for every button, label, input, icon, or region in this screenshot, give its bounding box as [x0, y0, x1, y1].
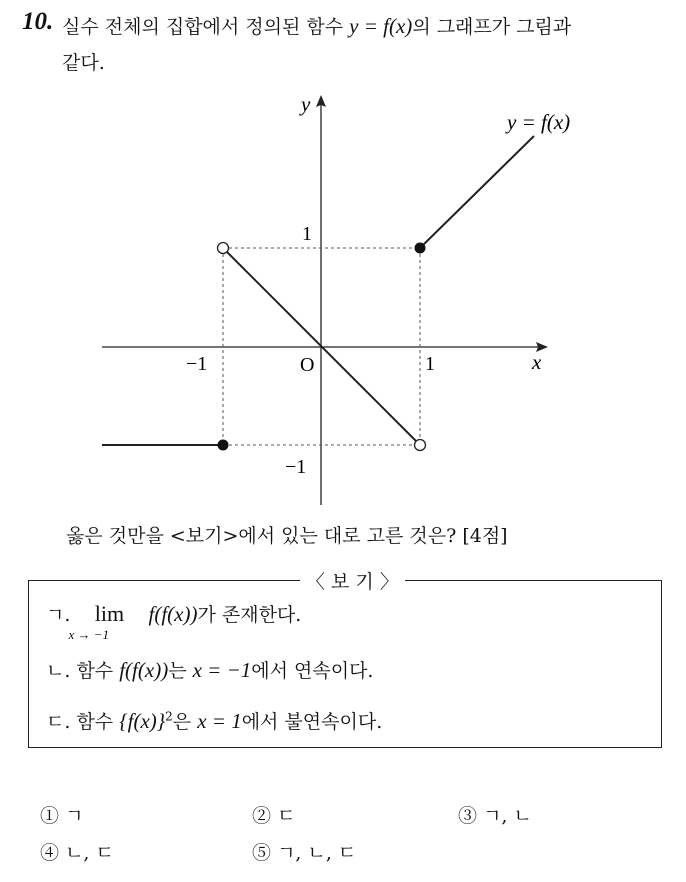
condition-expression: x = 1	[197, 709, 242, 733]
choice-number: ⑤	[252, 842, 272, 864]
question-prompt: 옳은 것만을 <보기>에서 있는 대로 고른 것은? [4점]	[66, 525, 508, 547]
choice-3[interactable]	[458, 801, 532, 828]
limit-subscript: x → −1	[68, 627, 109, 642]
bogi-item-3	[46, 707, 382, 734]
choice-text: ㄱ, ㄴ, ㄷ	[277, 842, 357, 864]
bogi-item-marker: ㄷ.	[46, 711, 71, 733]
bogi-item-pre: 함수	[76, 711, 114, 733]
bogi-item-tail: 에서 불연속이다.	[241, 711, 383, 733]
open-point-lower-right	[415, 440, 426, 451]
question-text: 실수 전체의 집합에서 정의된 함수	[62, 16, 344, 38]
y-tick-one: 1	[302, 223, 312, 245]
choice-number: ①	[40, 805, 60, 827]
curve-right-segment	[420, 136, 534, 248]
squared-expression: {f(x)}	[119, 709, 166, 733]
choice-number: ④	[40, 842, 60, 864]
question-number: 10.	[22, 8, 54, 35]
question-text-line2: 같다.	[62, 52, 105, 74]
choice-text: ㄷ	[277, 805, 296, 827]
open-point-upper-left	[218, 243, 229, 254]
limit-word: lim	[94, 601, 125, 626]
choice-text: ㄴ, ㄷ	[65, 842, 114, 864]
choice-1[interactable]	[40, 801, 83, 828]
choice-text: ㄱ	[65, 805, 84, 827]
condition-expression: x = −1	[192, 658, 252, 682]
choice-4[interactable]	[40, 838, 114, 865]
choice-text: ㄱ, ㄴ	[483, 805, 532, 827]
choice-number: ③	[458, 805, 478, 827]
x-tick-one: 1	[425, 353, 435, 375]
y-tick-neg-one: −1	[285, 456, 307, 478]
bogi-item-tail: 가 존재한다.	[197, 604, 302, 626]
question-text-tail: 의 그래프가 그림과	[412, 16, 572, 38]
choice-2[interactable]	[252, 801, 295, 828]
question-function: y = f(x)	[349, 14, 413, 38]
bogi-item-mid: 는	[168, 660, 187, 682]
choice-5[interactable]	[252, 838, 356, 865]
choice-number: ②	[252, 805, 272, 827]
bogi-item-1	[46, 600, 302, 642]
power-exponent: 2	[165, 709, 173, 724]
filled-point-upper-right	[415, 243, 426, 254]
composite-expression: f(f(x))	[119, 658, 169, 682]
bogi-item-tail: 에서 연속이다.	[251, 660, 374, 682]
bogi-title: 〈 보 기 〉	[300, 567, 405, 594]
bogi-item-mid: 은	[172, 711, 192, 733]
x-axis-label: x	[532, 350, 542, 374]
bogi-item-marker: ㄴ.	[46, 660, 71, 682]
bogi-item-pre: 함수	[76, 660, 114, 682]
origin-label: O	[300, 354, 315, 376]
limit-expression	[68, 601, 142, 642]
filled-point-lower-left	[218, 440, 229, 451]
curve-label: y = f(x)	[507, 110, 571, 134]
bogi-item-marker: ㄱ.	[46, 604, 71, 626]
y-axis-label: y	[301, 92, 311, 116]
x-tick-neg-one: −1	[186, 353, 208, 375]
bogi-item-2	[46, 656, 373, 683]
composite-expression: f(f(x))	[148, 602, 198, 626]
